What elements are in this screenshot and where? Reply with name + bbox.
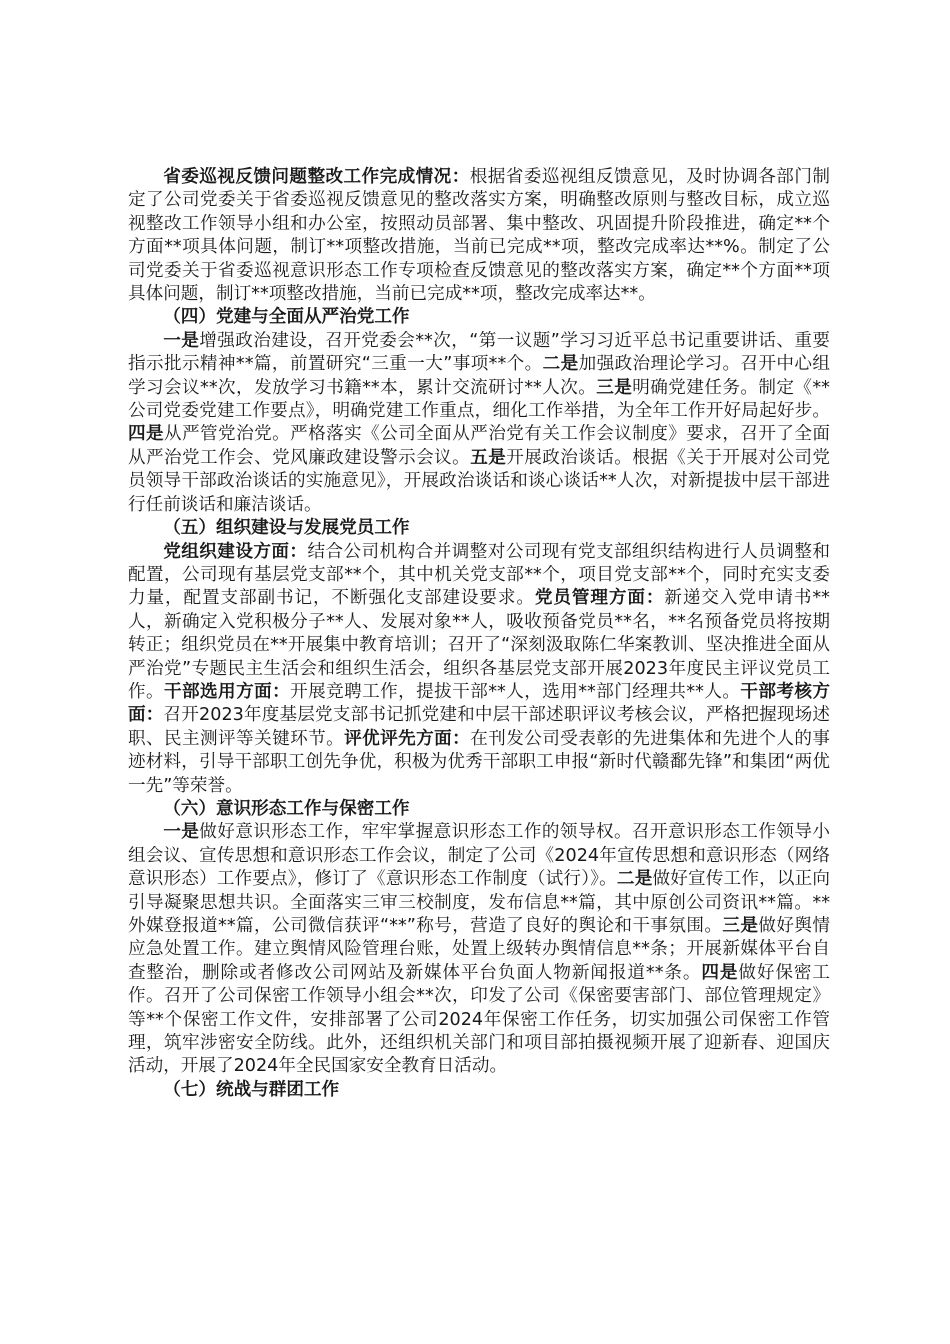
text-2: 加强政治理论学习。召开中心组学习会议**次，发放学习书籍**本，累计交流研讨**人次。 <box>128 354 830 398</box>
text-4: 从严管党治党。严格落实《公司全面从严治党有关工作会议制度》要求，召开了全面从严治党工作会、党风廉政建设警示会议。 <box>128 424 830 468</box>
document-page <box>128 166 830 1102</box>
text-org-building: 结合公司机构合并调整对公司现有党支部组织结构进行人员调整和配置，公司现有基层党支部**个，其中机关党支部**个，项目党支部**个，同时充实支委力量，配置支部副书记，不断强化支部建设要求。 <box>128 541 830 609</box>
keyword-cadre-assessment: 干部考核方面： <box>128 681 830 726</box>
paragraph-party-building <box>128 330 830 517</box>
section-heading-4: （四）党建与全面从严治党工作 <box>163 307 410 328</box>
keyword-3: 三是 <box>596 377 633 398</box>
text-4: 做好保密工作。召开了公司保密工作领导小组会**次，印发了公司《保密要害部门、部位管理规定》等**个保密工作文件，安排部署了公司2024年保密工作任务，切实加强公司保密工作管理，筑牢涉密安全防线。此外，还组织机关部门和项目部拍摄视频开展了迎新春、迎国庆活动，开展了2024年全民国家安全教育日活动。 <box>128 962 830 1077</box>
keyword-awards: 评优评先方面： <box>344 728 471 749</box>
keyword-1: 一是 <box>163 330 200 351</box>
keyword-member-management: 党员管理方面： <box>534 588 665 609</box>
paragraph-ideology-confidentiality <box>128 821 830 1078</box>
section-heading-7: （七）统战与群团工作 <box>163 1079 340 1100</box>
keyword-cadre-selection: 干部选用方面： <box>164 681 291 702</box>
text-3: 做好舆情应急处置工作。建立舆情风险管理台账，处置上级转办舆情信息**条；开展新媒体平台自查整治，删除或者修改公司网站及新媒体平台负面人物新闻报道**条。 <box>128 916 830 983</box>
keyword-4: 四是 <box>701 962 739 983</box>
text-3: 明确党建任务。制定《**公司党委党建工作要点》，明确党建工作重点，细化工作举措，为全年工作开好局起好步。 <box>128 377 830 422</box>
lead-inspection-rectification: 省委巡视反馈问题整改工作完成情况： <box>163 167 470 187</box>
keyword-2: 二是 <box>616 869 653 890</box>
keyword-4: 四是 <box>128 424 165 445</box>
keyword-3: 三是 <box>722 916 759 936</box>
text-2: 做好宣传工作，以正向引导凝聚思想共识。全面落实三审三校制度，发布信息**篇，其中原创公司资讯**篇。**外媒登报道**篇，公司微信获评“**”称号，营造了良好的舆论和干事氛围。 <box>128 869 830 936</box>
paragraph-inspection-rectification <box>128 166 830 306</box>
section-heading-6: （六）意识形态工作与保密工作 <box>163 798 410 819</box>
keyword-1: 一是 <box>163 822 200 843</box>
text-1: 做好意识形态工作，牢牢掌握意识形态工作的领导权。召开意识形态工作领导小组会议、宣传思想和意识形态工作会议，制定了公司《2024年宣传思想和意识形态（网络意识形态）工作要点》，修订了《意识形态工作制度（试行）》。 <box>128 822 830 890</box>
text-5: 开展政治谈话。根据《关于开展对公司党员领导干部政治谈话的实施意见》，开展政治谈话和谈心谈话**人次，对新提拔中层干部进行任前谈话和廉洁谈话。 <box>128 447 830 515</box>
text-cadre-assessment: 召开2023年度基层党支部书记抓党建和中层干部述职评议考核会议，严格把握现场述职、民主测评等关键环节。 <box>128 705 830 749</box>
keyword-2: 二是 <box>542 354 579 375</box>
text-awards: 在刊发公司受表彰的先进集体和先进个人的事迹材料，引导干部职工创先争优，积极为优秀干部职工申报“新时代赣鄱先锋”和集团“两优一先”等荣誉。 <box>128 728 830 796</box>
text-member-management: 新递交入党申请书**人，新确定入党积极分子**人、发展对象**人，吸收预备党员**名，**名预备党员将按期转正；组织党员在**开展集中教育培训；召开了“深刻汲取陈仁华案教训、坚决推进全面从严治党”专题民主生活会和组织生活会，组织各基层党支部开展2023年度民主评议党员工作。 <box>128 588 830 702</box>
text-cadre-selection: 开展竞聘工作，提拔干部**人，选用**部门经理共**人。 <box>290 681 741 702</box>
text-inspection-rectification: 根据省委巡视组反馈意见，及时协调各部门制定了公司党委关于省委巡视反馈意见的整改落实方案，明确整改原则与整改目标，成立巡视整改工作领导小组和办公室，按照动员部署、集中整改、巩固提升阶段推进，确定**个方面**项具体问题，制订**项整改措施，当前已完成**项，整改完成率达**%。制定了公司党委关于省委巡视意识形态工作专项检查反馈意见的整改落实方案，确定**个方面**项具体问题，制订**项整改措施，当前已完成**项，整改完成率达**。 <box>128 167 830 305</box>
keyword-5: 五是 <box>470 447 507 468</box>
text-1: 增强政治建设，召开党委会**次，“第一议题”学习习近平总书记重要讲话、重要指示批示精神**篇，前置研究“三重一大”事项**个。 <box>128 330 830 375</box>
paragraph-organization-building <box>128 541 830 798</box>
section-heading-5: （五）组织建设与发展党员工作 <box>163 518 410 539</box>
keyword-org-building: 党组织建设方面： <box>163 541 308 562</box>
